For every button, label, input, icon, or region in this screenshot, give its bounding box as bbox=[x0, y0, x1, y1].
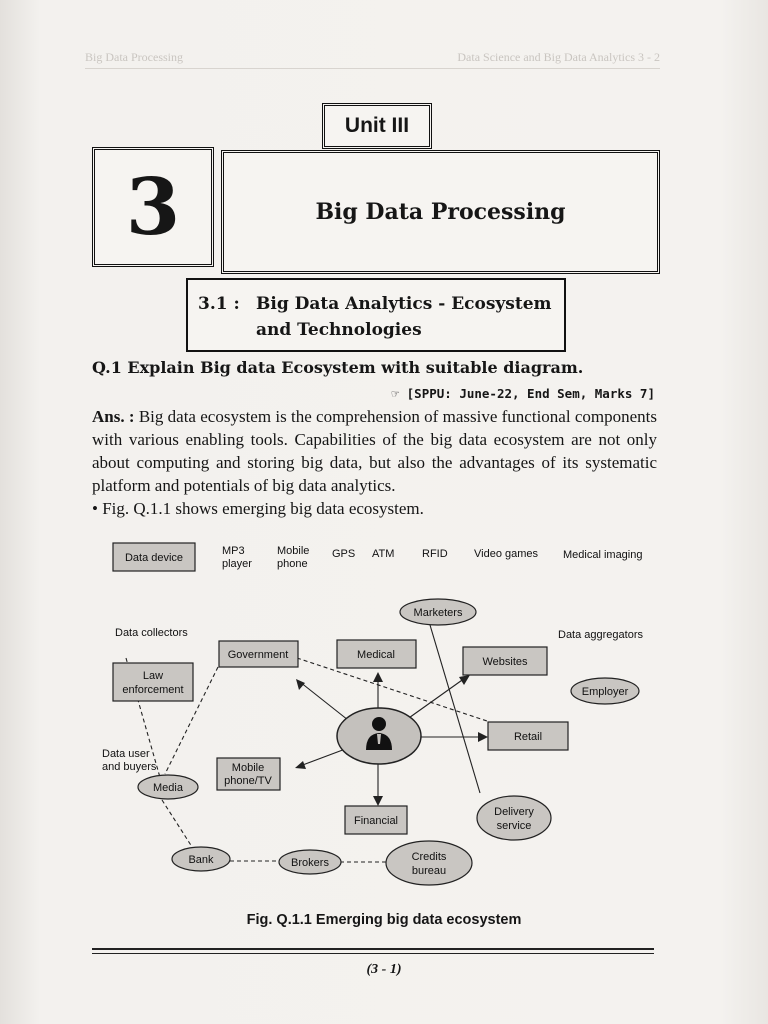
delivery-service-label-line2: service bbox=[496, 820, 532, 832]
page-number: (3 - 1) bbox=[366, 962, 402, 977]
data-aggregators-label: Data aggregators bbox=[558, 629, 643, 641]
chapter-title: Big Data Processing bbox=[221, 150, 660, 274]
law-enforcement-label-line2: enforcement bbox=[122, 684, 184, 696]
mobile-phone-tv-label-line2: phone/TV bbox=[224, 775, 272, 787]
section-title-line1: Big Data Analytics - Ecosystem bbox=[256, 294, 552, 314]
bank-label: Bank bbox=[188, 854, 214, 866]
credits-bureau-label: Credits bbox=[411, 851, 447, 863]
chapter-number: 3 bbox=[92, 147, 214, 267]
question-reference bbox=[392, 386, 655, 401]
data-user-label-line2: and buyers bbox=[102, 761, 157, 773]
retail-label: Retail bbox=[513, 731, 543, 743]
medical-imaging-label: Medical imaging bbox=[563, 549, 643, 561]
footer-rule-thin bbox=[92, 953, 654, 954]
diagram-connectors bbox=[126, 625, 490, 862]
bleed-header-left: Big Data Processing bbox=[85, 50, 183, 64]
atm-label: ATM bbox=[372, 548, 395, 560]
websites-label: Websites bbox=[482, 656, 528, 668]
credits-bureau-node bbox=[386, 841, 472, 885]
footer-rule bbox=[92, 948, 654, 950]
delivery-service-label: Delivery bbox=[494, 806, 534, 818]
video-games-label: Video games bbox=[474, 548, 539, 560]
ecosystem-diagram bbox=[90, 530, 670, 910]
answer-bullet: • Fig. Q.1.1 shows emerging big data ecosystem. bbox=[92, 499, 424, 518]
reference-text: [SPPU: June-22, End Sem, Marks 7] bbox=[406, 386, 655, 401]
employer-label: Employer bbox=[581, 686, 629, 698]
pointing-hand-icon: ☞ bbox=[391, 386, 400, 401]
marketers-label: Marketers bbox=[413, 607, 463, 619]
delivery-service-node bbox=[477, 796, 551, 840]
section-number: 3.1 : bbox=[198, 294, 240, 314]
data-collectors-label: Data collectors bbox=[115, 627, 188, 639]
answer-paragraph bbox=[92, 405, 657, 497]
data-device-label: Data device bbox=[124, 552, 184, 564]
brokers-label: Brokers bbox=[291, 857, 329, 869]
bleed-through-header bbox=[85, 50, 660, 69]
question-text: Q.1 Explain Big data Ecosystem with suitable diagram. bbox=[92, 358, 584, 377]
answer-text: Big data ecosystem is the comprehension of massive functional components with various enabling tools. Capabilities of the big data ecosystem are not only about computing and storing big data, but also the advantages of its systematic platform and potentials of big data analytics. bbox=[92, 407, 657, 495]
figure-caption: Fig. Q.1.1 Emerging big data ecosystem bbox=[246, 912, 522, 928]
media-label: Media bbox=[153, 782, 183, 794]
credits-bureau-label-line2: bureau bbox=[411, 865, 447, 877]
answer-label: Ans. : bbox=[92, 407, 135, 426]
unit-label: Unit III bbox=[322, 103, 432, 149]
mobile-phone-label-line2: phone bbox=[277, 558, 308, 570]
financial-label: Financial bbox=[353, 815, 399, 827]
mp3-label-line2: player bbox=[222, 558, 252, 570]
medical-label: Medical bbox=[357, 649, 395, 661]
section-heading bbox=[186, 278, 566, 352]
data-user-label: Data user bbox=[102, 748, 150, 760]
mobile-phone-label: Mobile bbox=[277, 545, 310, 557]
section-title-line2: and Technologies bbox=[256, 320, 422, 340]
gps-label: GPS bbox=[332, 548, 356, 560]
mp3-label: MP3 bbox=[222, 545, 245, 557]
bleed-header-right: Data Science and Big Data Analytics 3 - 2 bbox=[457, 50, 660, 64]
rfid-label: RFID bbox=[422, 548, 448, 560]
government-label: Government bbox=[227, 649, 289, 661]
mobile-phone-tv-label: Mobile bbox=[231, 762, 265, 774]
law-enforcement-label: Law bbox=[142, 670, 164, 682]
